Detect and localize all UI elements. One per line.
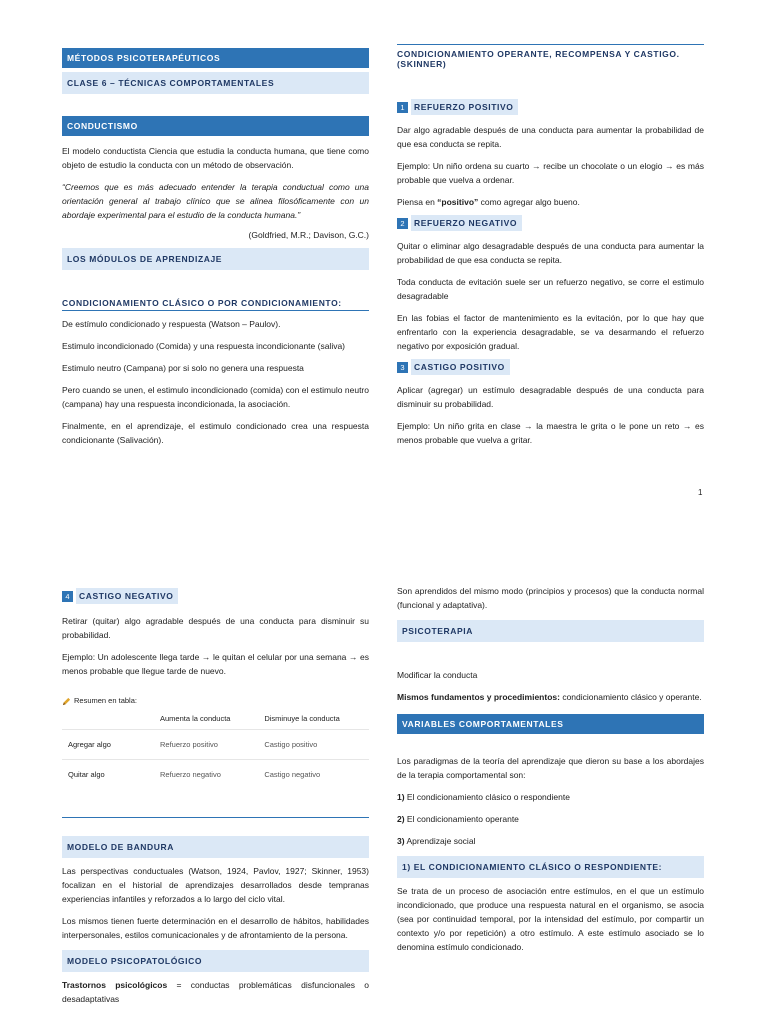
heading-castigo-negativo: CASTIGO NEGATIVO xyxy=(76,588,178,604)
list-number-3: 3) xyxy=(397,836,405,846)
table-cell: Agregar algo xyxy=(68,739,111,749)
paragraph-3: Estimulo neutro (Campana) por si solo no genera una respuesta xyxy=(62,363,304,373)
heading-clasico: CONDICIONAMIENTO CLÁSICO O POR CONDICIONAMIENTO: xyxy=(62,296,369,311)
paragraph-cn2: Ejemplo: Un adolescente llega tarde → le quitan el celular por una semana → es menos probable que llegue tarde de nuevo. xyxy=(62,652,369,676)
table-row xyxy=(62,759,369,789)
citation: (Goldfried, M.R.; Davison, G.C.) xyxy=(248,230,369,240)
paragraph-rn1: Quitar o eliminar algo desagradable después de una conducta para aumentar la probabilidad de que esa conducta se repita. xyxy=(397,241,704,265)
heading-metodos: MÉTODOS PSICOTERAPÉUTICOS xyxy=(62,48,369,68)
list-item-1 xyxy=(397,790,704,804)
section-refuerzo-positivo xyxy=(397,99,704,115)
table-cell: Refuerzo positivo xyxy=(160,739,218,749)
page-2 xyxy=(0,570,768,1024)
paragraph-cc: Se trata de un proceso de asociación entre estímulos, en el que un estímulo incondicionado, que produce una respuesta natural en el organismo, se asocia (sea por continuidad temporal, por la intensidad del estímulo, por compartir un contexto y/o por repetición) a otro estímulo. A este estímulo asociado se lo denomina estímulo condicionado. xyxy=(397,886,704,952)
table-cell: Refuerzo negativo xyxy=(160,769,221,779)
summary-table xyxy=(62,708,369,789)
paragraph-2: Estimulo incondicionado (Comida) y una respuesta incondicionante (saliva) xyxy=(62,341,346,351)
paragraph-rp1: Dar algo agradable después de una conducta para aumentar la probabilidad de que esa conducta se repita. xyxy=(397,125,704,149)
list-text-1: El condicionamiento clásico o respondiente xyxy=(404,792,570,802)
heading-variables: VARIABLES COMPORTAMENTALES xyxy=(397,714,704,734)
paragraph-paradigmas: Los paradigmas de la teoría del aprendizaje que dieron su base a los abordajes de la terapia comportamental son: xyxy=(397,756,704,780)
paragraph-1: De estímulo condicionado y respuesta (Watson – Paulov). xyxy=(62,319,281,329)
heading-clase: CLASE 6 – TÉCNICAS COMPORTAMENTALES xyxy=(62,72,369,94)
page2-right-column xyxy=(397,584,704,954)
number-badge-3: 3 xyxy=(397,362,408,373)
heading-condicionamiento-clasico: 1) EL CONDICIONAMIENTO CLÁSICO O RESPONDIENTE: xyxy=(397,856,704,878)
table-cell: Quitar algo xyxy=(68,769,105,779)
section-refuerzo-negativo xyxy=(397,215,704,231)
page1-right-column xyxy=(397,44,704,447)
paragraph-rp3 xyxy=(397,195,704,209)
heading-castigo-positivo: CASTIGO POSITIVO xyxy=(411,359,510,375)
divider xyxy=(62,817,369,818)
number-badge-2: 2 xyxy=(397,218,408,229)
list-item-2 xyxy=(397,812,704,826)
list-text-2: El condicionamiento operante xyxy=(404,814,519,824)
mismos-bold: Mismos fundamentos y procedimientos: xyxy=(397,692,560,702)
table-header-cell: Aumenta la conducta xyxy=(160,713,231,723)
table-cell: Castigo positivo xyxy=(264,739,318,749)
heading-conductismo: CONDUCTISMO xyxy=(62,116,369,136)
paragraph-rp2: Ejemplo: Un niño ordena su cuarto → recibe un chocolate o un elogio → es más probable que vuelva a ordenar. xyxy=(397,161,704,185)
rp3-text-bold: “positivo” xyxy=(437,197,479,207)
paragraph-mismos xyxy=(397,690,704,704)
psicopat-bold: Trastornos psicológicos xyxy=(62,979,168,990)
rp3-text-a: Piensa en xyxy=(397,197,438,207)
paragraph-5: Finalmente, en el aprendizaje, el estimulo condicionado crea una respuesta condicionante (Salivación). xyxy=(62,421,369,445)
paragraph-rn2: Toda conducta de evitación suele ser un refuerzo negativo, se corre el estimulo desagradable xyxy=(397,277,704,301)
rp3-text-c: como agregar algo bueno. xyxy=(478,197,580,207)
heading-bandura: MODELO DE BANDURA xyxy=(62,836,369,858)
page1-left-column xyxy=(62,48,369,447)
table-row xyxy=(62,729,369,759)
heading-operante: CONDICIONAMIENTO OPERANTE, RECOMPENSA Y CASTIGO. (SKINNER) xyxy=(397,44,704,71)
paragraph-modelo: El modelo conductista Ciencia que estudia la conducta humana, que tiene como objeto de estudio la conducta con un método de observación. xyxy=(62,146,369,170)
paragraph-cp2: Ejemplo: Un niño grita en clase → la maestra le grita o le pone un reto → es menos probable que vuelva a gritar. xyxy=(397,421,704,445)
list-number-1: 1) xyxy=(397,792,405,802)
table-header-cell xyxy=(62,708,154,730)
section-castigo-negativo xyxy=(62,588,369,604)
list-text-3: Aprendizaje social xyxy=(404,836,476,846)
pencil-icon xyxy=(62,697,71,706)
number-badge-4: 4 xyxy=(62,591,73,602)
paragraph-cn1: Retirar (quitar) algo agradable después de una conducta para disminuir su probabilidad. xyxy=(62,616,369,640)
heading-refuerzo-negativo: REFUERZO NEGATIVO xyxy=(411,215,522,231)
paragraph-b2: Los mismos tienen fuerte determinación en el desarrollo de hábitos, habilidades interpersonales, estilos comunicacionales y de afrontamiento de la persona. xyxy=(62,915,369,940)
paragraph-rn3: En las fobias el factor de mantenimiento es la evitación, por lo que hay que enfrentarlo con la experiencia desagradable, se va desarmando el refuerzo negativo por exposición gradual. xyxy=(397,313,704,351)
table-header-cell: Disminuye la conducta xyxy=(264,713,340,723)
page-number: 1 xyxy=(698,488,703,497)
paragraph-b1: Las perspectivas conductuales (Watson, 1924, Pavlov, 1927; Skinner, 1953) focalizan en el historial de aprendizajes desarrollados desde tempranas experiencias infantiles y reforzados a lo largo del ciclo vital. xyxy=(62,865,369,904)
heading-psicopatologico: MODELO PSICOPATOLÓGICO xyxy=(62,950,369,972)
psicopat-rest: = conductas problemáticas disfuncionales o desadaptativas xyxy=(62,979,369,1004)
section-castigo-positivo xyxy=(397,359,704,375)
table-header-row xyxy=(62,708,369,730)
page2-left-column xyxy=(62,588,369,1006)
list-item-3 xyxy=(397,834,704,848)
quote: “Creemos que es más adecuado entender la terapia conductual como una orientación general al trabajo clínico que se alinea filosóficamente con un abordaje experimental para el estudio de la conducta humana.” xyxy=(62,182,369,220)
number-badge-1: 1 xyxy=(397,102,408,113)
mismos-rest: condicionamiento clásico y operante. xyxy=(559,692,702,702)
heading-psicoterapia: PSICOTERAPIA xyxy=(397,620,704,642)
table-caption-text: Resumen en tabla: xyxy=(74,696,137,705)
table-caption xyxy=(62,696,369,706)
paragraph-top: Son aprendidos del mismo modo (principios y procesos) que la conducta normal (funcional y adaptativa). xyxy=(397,586,704,610)
paragraph-4: Pero cuando se unen, el estimulo incondicionado (comida) con el estimulo neutro (campana) hay una respuesta incondicionada, la asociación. xyxy=(62,385,369,409)
table-cell: Castigo negativo xyxy=(264,769,321,779)
paragraph-modificar: Modificar la conducta xyxy=(397,670,478,680)
paragraph-cp1: Aplicar (agregar) un estímulo desagradable después de una conducta para disminuir su probabilidad. xyxy=(397,385,704,409)
heading-refuerzo-positivo: REFUERZO POSITIVO xyxy=(411,99,518,115)
heading-modulos: LOS MÓDULOS DE APRENDIZAJE xyxy=(62,248,369,270)
paragraph-psicopat xyxy=(62,978,369,1006)
list-number-2: 2) xyxy=(397,814,405,824)
